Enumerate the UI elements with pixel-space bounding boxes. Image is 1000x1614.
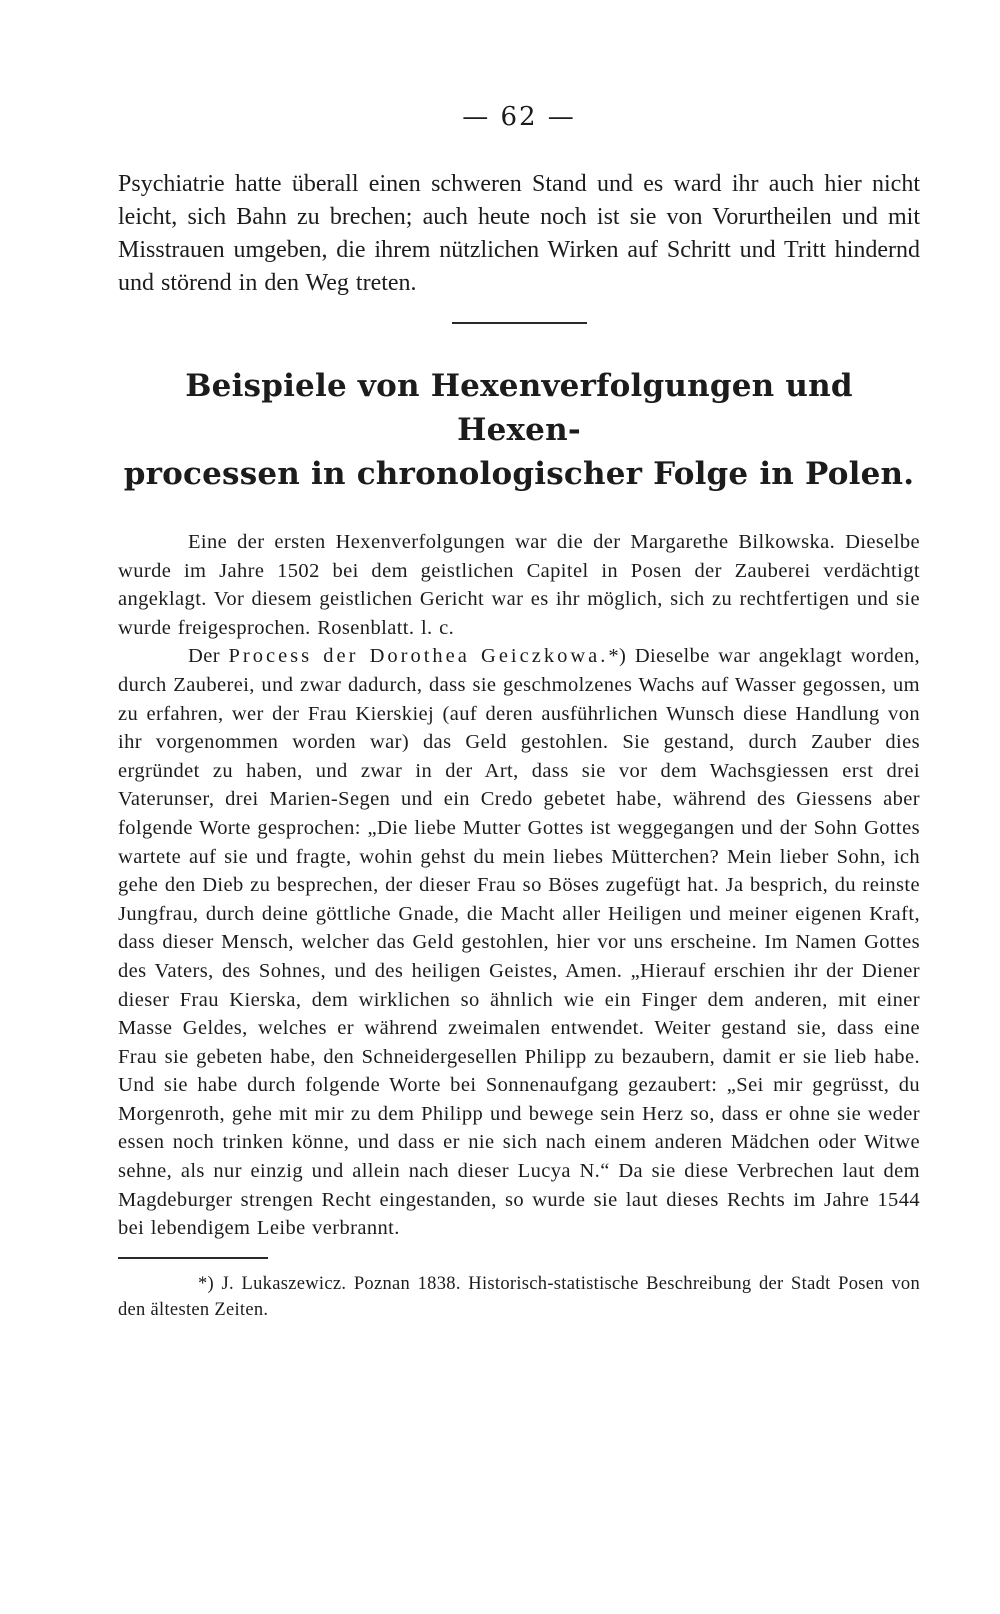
section-heading-line-1: Beispiele von Hexenverfolgungen und Hexen-	[185, 368, 853, 448]
paragraph-bilkowska: Eine der ersten Hexenverfolgungen war die der Margarethe Bilkowska. Dieselbe wurde im Jahre 1502 bei dem geistlichen Capitel in Posen der Zauberei verdächtigt angeklagt. Vor diesem geistlichen Gericht war es ihr möglich, sich zu rechtfertigen und sie wurde freigesprochen. Rosenblatt. l. c.	[118, 531, 920, 639]
document-page	[118, 100, 920, 1323]
page-number: — 62 —	[462, 102, 576, 132]
paragraph-geiczkowa	[118, 642, 920, 1242]
section-heading-line-2: processen in chronologischer Folge in Polen.	[123, 456, 915, 492]
footnote: *) J. Lukaszewicz. Poznan 1838. Historisch-statistische Beschreibung der Stadt Posen von den ältesten Zeiten.	[118, 1273, 920, 1320]
paragraph-lead: Der	[188, 645, 220, 668]
section-divider	[452, 322, 587, 324]
paragraph-body: Dieselbe war angeklagt worden, durch Zauberei, und zwar dadurch, dass sie geschmolzenes Wachs auf Wasser gegossen, um zu erfahren, wer der Frau Kierskiej (auf deren ausführlichen Wunsch diese Handlung von ihr vorgenommen worden war) das Geld gestohlen. Sie gestand, durch Zauber dies ergründet zu haben, und zwar in der Art, dass sie vor dem Wachsgiessen erst drei Vaterunser, drei Marien-Segen und ein Credo gebetet habe, während des Giessens aber folgende Worte gesprochen: „Die liebe Mutter Gottes ist weggegangen und der Sohn Gottes wartete auf sie und fragte, wohin gehst du mein liebes Mütterchen? Mein lieber Sohn, ich gehe den Dieb zu besprechen, der dieser Frau so Böses zugefügt hat. Ja besprich, du reinste Jungfrau, durch deine göttliche Gnade, die Macht aller Heiligen und meiner eigenen Kraft, dass dieser Mensch, welcher das Geld gestohlen, hier vor uns erscheine. Im Namen Gottes des Vaters, des Sohnes, und des heiligen Geistes, Amen. „Hierauf erschien ihr der Diener dieser Frau Kierska, dem wirklichen so ähnlich wie ein Finger dem anderen, mit einer Masse Geldes, welches er während zweimalen entwendet. Weiter gestand sie, dass eine Frau sie gebeten habe, den Schneidergesellen Philipp zu bezaubern, damit er sie lieb habe. Und sie habe durch folgende Worte bei Sonnenaufgang gezaubert: „Sei mir gegrüsst, du Morgenroth, gehe mit mir zu dem Philipp und bewege sein Herz so, dass er ohne sie weder essen noch trinken könne, und dass er nie sich nach einem anderen Mädchen oder Witwe sehne, als nur einzig und allein nach dieser Lucya N.“ Da sie diese Verbrechen laut dem Magdeburger strengen Recht eingestanden, so wurde sie laut dieses Rechts im Jahre 1544 bei lebendigem Leibe verbrannt.	[118, 645, 921, 1240]
intro-paragraph: Psychiatrie hatte überall einen schweren Stand und es ward ihr auch hier nicht leicht, sich Bahn zu brechen; auch heute noch ist sie von Vorurtheilen und mit Misstrauen umgeben, die ihrem nützlichen Wirken auf Schritt und Tritt hindernd und störend in den Weg treten.	[118, 171, 920, 296]
footnote-rule	[118, 1257, 268, 1259]
process-title: Process der Dorothea Geiczkowa.	[228, 645, 609, 668]
section-heading	[118, 364, 920, 496]
footnote-marker: *)	[608, 645, 627, 668]
